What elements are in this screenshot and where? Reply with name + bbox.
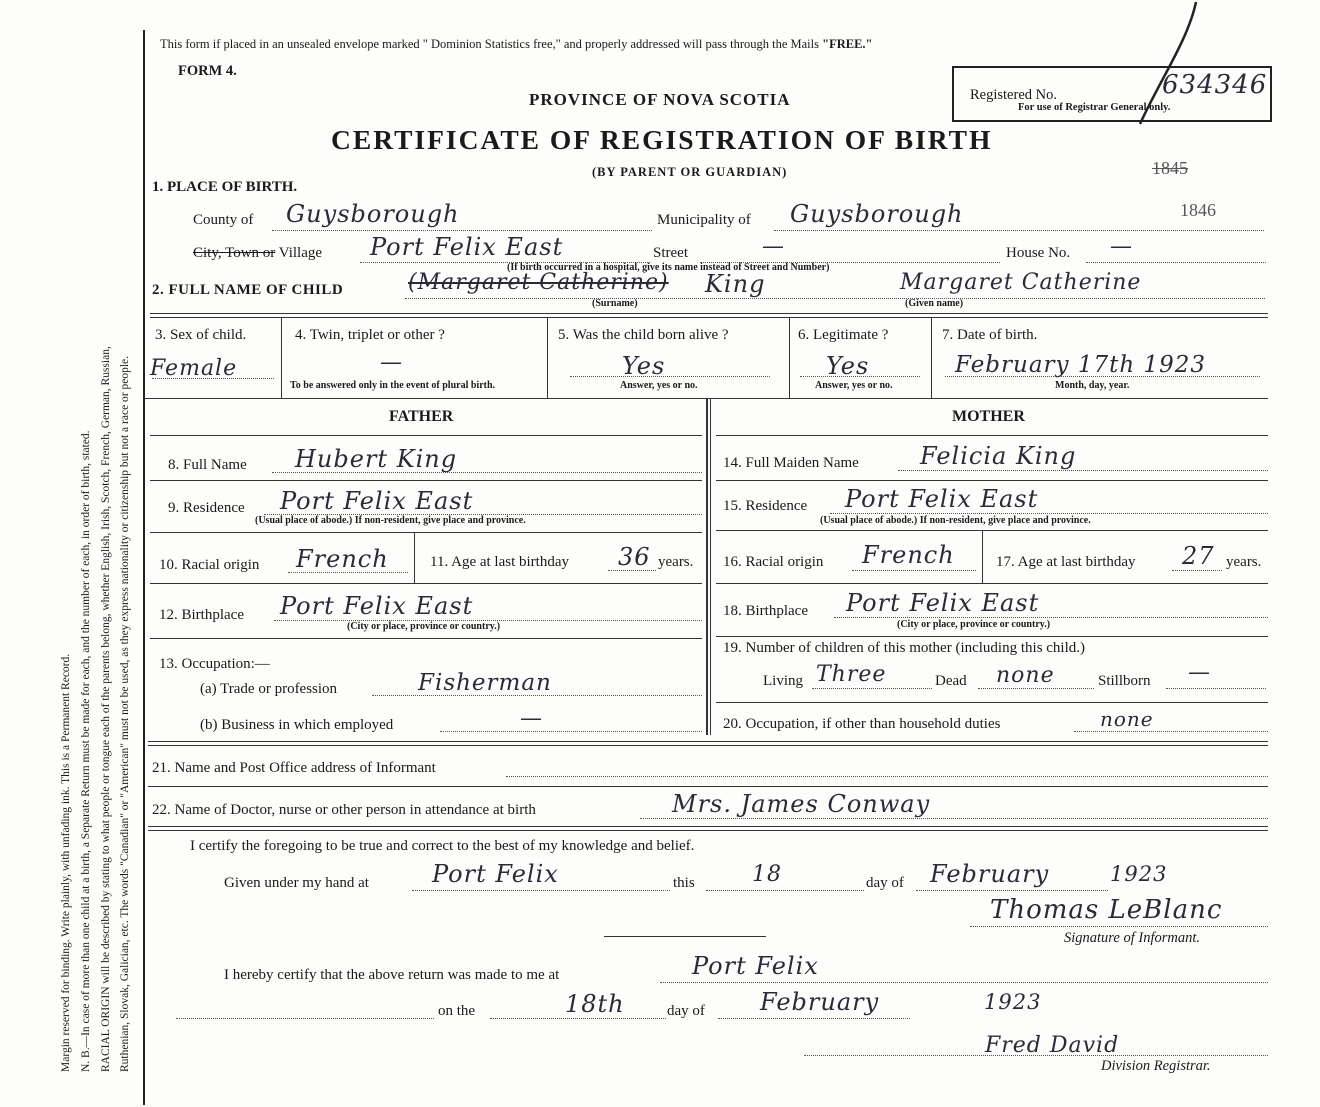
- city-town-label: City, Town or Village: [193, 245, 323, 261]
- house-number-label: House No.: [1006, 245, 1071, 261]
- father-occupation-label: 13. Occupation:—: [159, 656, 270, 672]
- informant-signature: Thomas LeBlanc: [990, 895, 1223, 925]
- doctor-label: 22. Name of Doctor, nurse or other person in attendance at birth: [152, 802, 536, 818]
- alive-label: 5. Was the child born alive ?: [558, 327, 729, 343]
- given-caption: (Given name): [905, 298, 964, 309]
- mother-years-label: years.: [1226, 554, 1262, 570]
- sex-value: Female: [150, 356, 238, 381]
- registrar-signature: Fred David: [985, 1033, 1120, 1058]
- mother-age-value: 27: [1182, 542, 1215, 570]
- stamp-number-top: 1845: [1152, 158, 1188, 178]
- registrar-month-value: February: [760, 988, 880, 1016]
- legitimate-value: Yes: [826, 352, 870, 380]
- registrar-on-the-label: on the: [438, 1003, 476, 1019]
- father-racial-value: French: [296, 545, 389, 573]
- given-year-value: 1923: [1110, 862, 1168, 886]
- registrar-day-of-label: day of: [667, 1003, 705, 1019]
- margin-note-binding: Margin reserved for binding. Write plainly, with unfading ink. This is a Permanent Record.: [60, 653, 72, 1072]
- margin-note-racial: RACIAL ORIGIN will be described by stating to what people or tongue each of the parents belong, whether English, Irish, Scotch, French, German, Russian,: [100, 346, 112, 1072]
- registered-value: 634346: [1162, 70, 1268, 100]
- page-title: CERTIFICATE OF REGISTRATION OF BIRTH: [331, 124, 993, 155]
- mother-occupation-label: 20. Occupation, if other than household duties: [723, 716, 1001, 732]
- municipality-label: Municipality of: [657, 212, 751, 228]
- given-under-label: Given under my hand at: [224, 875, 369, 891]
- living-value: Three: [816, 662, 887, 687]
- street-label: Street: [653, 245, 688, 261]
- given-place-value: Port Felix: [432, 860, 559, 888]
- dob-note: Month, day, year.: [1055, 380, 1130, 391]
- municipality-value: Guysborough: [790, 200, 964, 228]
- living-label: Living: [763, 673, 803, 689]
- village-value: Port Felix East: [370, 233, 564, 261]
- father-name-value: Hubert King: [295, 445, 458, 473]
- mother-name-label: 14. Full Maiden Name: [723, 455, 859, 471]
- child-name-label: 2. FULL NAME OF CHILD: [152, 282, 344, 298]
- father-racial-label: 10. Racial origin: [159, 557, 260, 573]
- mother-birthplace-value: Port Felix East: [846, 589, 1040, 617]
- registrar-use-note: For use of Registrar General only.: [1018, 102, 1171, 113]
- registrar-day-value: 18th: [565, 990, 625, 1018]
- stillborn-label: Stillborn: [1098, 673, 1151, 689]
- given-month-value: February: [930, 860, 1050, 888]
- mother-birthplace-note: (City or place, province or country.): [897, 619, 1051, 630]
- place-of-birth-heading: 1. PLACE OF BIRTH.: [152, 179, 298, 195]
- page-subtitle: (BY PARENT OR GUARDIAN): [592, 165, 788, 179]
- hospital-note: (If birth occurred in a hospital, give its name instead of Street and Number): [507, 262, 830, 273]
- alive-value: Yes: [622, 352, 666, 380]
- stillborn-value: —: [1188, 660, 1211, 685]
- stamp-number-bottom: 1846: [1180, 200, 1216, 220]
- father-trade-value: Fisherman: [418, 670, 552, 696]
- this-label: this: [673, 875, 695, 891]
- twin-note: To be answered only in the event of plural birth.: [290, 380, 496, 391]
- registration-pen-stroke: [1130, 0, 1210, 130]
- county-label: County of: [193, 212, 254, 228]
- child-given-value: Margaret Catherine: [900, 270, 1142, 295]
- sex-label: 3. Sex of child.: [155, 327, 247, 343]
- father-trade-label: (a) Trade or profession: [200, 681, 338, 697]
- mail-note: This form if placed in an unsealed envelope marked " Dominion Statistics free," and properly addressed will pass through the Mails "FREE.": [160, 37, 873, 51]
- father-age-value: 36: [618, 543, 651, 571]
- left-border: [143, 30, 145, 1105]
- mother-name-value: Felicia King: [920, 442, 1077, 470]
- father-residence-label: 9. Residence: [168, 500, 245, 516]
- surname-caption: (Surname): [592, 298, 638, 309]
- registrar-certify-label: I hereby certify that the above return was made to me at: [224, 967, 560, 983]
- mother-racial-value: French: [862, 541, 955, 569]
- father-birthplace-note: (City or place, province or country.): [347, 621, 501, 632]
- father-years-label: years.: [658, 554, 694, 570]
- mother-residence-note: (Usual place of abode.) If non-resident, give place and province.: [820, 515, 1091, 526]
- father-birthplace-label: 12. Birthplace: [159, 607, 244, 623]
- informant-signature-caption: Signature of Informant.: [1064, 930, 1201, 946]
- form-number: FORM 4.: [178, 63, 237, 79]
- father-name-label: 8. Full Name: [168, 457, 247, 473]
- doctor-value: Mrs. James Conway: [672, 790, 931, 818]
- mother-residence-label: 15. Residence: [723, 498, 808, 514]
- legitimate-note: Answer, yes or no.: [815, 380, 893, 391]
- mother-children-label: 19. Number of children of this mother (including this child.): [723, 640, 1086, 656]
- street-value: —: [762, 234, 785, 259]
- twin-label: 4. Twin, triplet or other ?: [295, 327, 445, 343]
- margin-note-nb: N. B.—In case of more than one child at a birth, a Separate Return must be made for each, and the number of each, in order of birth, stated.: [80, 430, 92, 1072]
- mother-heading: MOTHER: [952, 408, 1025, 425]
- alive-note: Answer, yes or no.: [620, 380, 698, 391]
- father-business-label: (b) Business in which employed: [200, 717, 394, 733]
- house-number-value: —: [1110, 234, 1133, 259]
- father-age-label: 11. Age at last birthday: [430, 554, 569, 570]
- given-day-of-label: day of: [866, 875, 904, 891]
- registrar-place-value: Port Felix: [692, 952, 819, 980]
- mother-racial-label: 16. Racial origin: [723, 554, 824, 570]
- registrar-caption: Division Registrar.: [1101, 1058, 1211, 1074]
- dob-value: February 17th 1923: [955, 352, 1207, 378]
- father-residence-note: (Usual place of abode.) If non-resident, give place and province.: [255, 515, 526, 526]
- father-business-value: —: [520, 706, 543, 731]
- given-day-value: 18: [752, 862, 782, 887]
- dead-label: Dead: [935, 673, 967, 689]
- mother-birthplace-label: 18. Birthplace: [723, 603, 808, 619]
- dob-label: 7. Date of birth.: [942, 327, 1038, 343]
- child-name-struck: (Margaret Catherine): [408, 270, 669, 295]
- dead-value: none: [996, 663, 1055, 688]
- mother-occupation-value: none: [1100, 707, 1154, 731]
- province-heading: PROVINCE OF NOVA SCOTIA: [529, 90, 791, 109]
- registrar-year-value: 1923: [984, 990, 1042, 1014]
- child-surname-value: King: [705, 270, 766, 298]
- mother-age-label: 17. Age at last birthday: [996, 554, 1136, 570]
- twin-value: —: [380, 350, 403, 375]
- county-value: Guysborough: [286, 200, 460, 228]
- informant-label: 21. Name and Post Office address of Informant: [152, 760, 436, 776]
- father-residence-value: Port Felix East: [280, 487, 474, 515]
- legitimate-label: 6. Legitimate ?: [798, 327, 889, 343]
- margin-note-racial-2: Ruthenian, Slovak, Galician, etc. The words "Canadian" or "American" must not be used, as they express nationality or citizenship but not a race or people.: [119, 355, 131, 1072]
- certify-text: I certify the foregoing to be true and correct to the best of my knowledge and belief.: [190, 838, 695, 854]
- father-birthplace-value: Port Felix East: [280, 592, 474, 620]
- father-heading: FATHER: [389, 408, 454, 425]
- mother-residence-value: Port Felix East: [845, 485, 1039, 513]
- registered-label: Registered No.: [970, 87, 1057, 103]
